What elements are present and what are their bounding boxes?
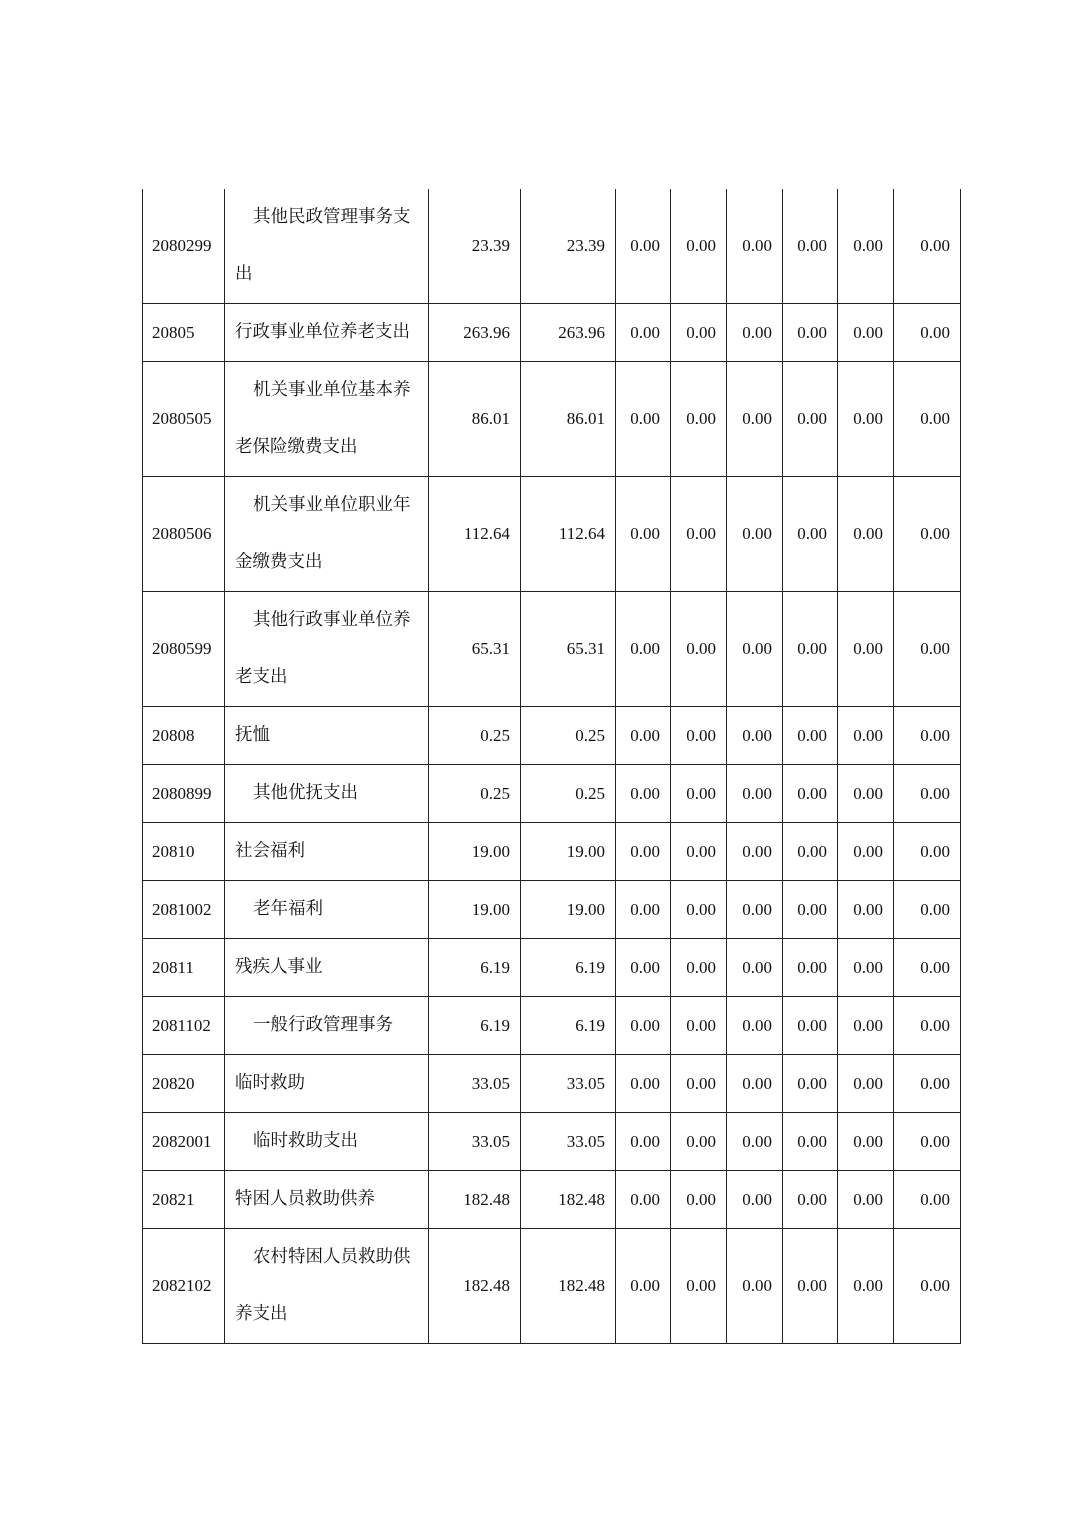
subject-name-line: 抚恤 — [235, 725, 270, 745]
budget-expenditure-table — [142, 189, 961, 1344]
amount-cell: 0.00 — [894, 362, 961, 477]
subject-name-line: 其他行政事业单位养 — [253, 610, 411, 630]
amount-cell: 0.00 — [727, 477, 783, 592]
amount-cell: 19.00 — [429, 881, 521, 939]
subject-code-cell: 2082102 — [143, 1229, 225, 1344]
table-row — [143, 707, 961, 765]
amount-cell: 0.00 — [838, 707, 894, 765]
amount-cell: 0.00 — [671, 304, 727, 362]
amount-cell: 23.39 — [521, 189, 616, 304]
amount-cell: 182.48 — [521, 1171, 616, 1229]
subject-name-line: 出 — [235, 264, 253, 284]
amount-cell: 0.00 — [783, 823, 838, 881]
amount-cell: 0.00 — [894, 823, 961, 881]
subject-code-cell: 2081002 — [143, 881, 225, 939]
subject-code-cell: 20808 — [143, 707, 225, 765]
amount-cell: 0.00 — [783, 362, 838, 477]
amount-cell: 6.19 — [521, 997, 616, 1055]
amount-cell: 0.00 — [671, 592, 727, 707]
amount-cell: 0.00 — [894, 189, 961, 304]
amount-cell: 0.00 — [783, 189, 838, 304]
amount-cell: 0.00 — [783, 1055, 838, 1113]
table-row — [143, 477, 961, 592]
amount-cell: 0.00 — [727, 1229, 783, 1344]
amount-cell: 0.00 — [838, 765, 894, 823]
amount-cell: 33.05 — [521, 1113, 616, 1171]
amount-cell: 0.00 — [671, 477, 727, 592]
table-row — [143, 823, 961, 881]
amount-cell: 6.19 — [429, 997, 521, 1055]
amount-cell: 0.00 — [894, 1171, 961, 1229]
table-row — [143, 997, 961, 1055]
amount-cell: 0.00 — [616, 997, 671, 1055]
amount-cell: 0.00 — [616, 823, 671, 881]
amount-cell: 0.00 — [838, 1055, 894, 1113]
amount-cell: 0.00 — [727, 997, 783, 1055]
amount-cell: 0.25 — [429, 765, 521, 823]
subject-name-cell — [225, 1055, 429, 1113]
amount-cell: 0.25 — [429, 707, 521, 765]
subject-name-line: 机关事业单位基本养 — [253, 380, 411, 400]
table-row — [143, 1229, 961, 1344]
amount-cell: 65.31 — [521, 592, 616, 707]
subject-name-cell — [225, 997, 429, 1055]
subject-name-cell — [225, 881, 429, 939]
subject-name-cell — [225, 304, 429, 362]
amount-cell: 0.00 — [671, 823, 727, 881]
amount-cell: 0.00 — [894, 1055, 961, 1113]
table-row — [143, 765, 961, 823]
subject-name-cell — [225, 362, 429, 477]
subject-name-line: 临时救助支出 — [253, 1131, 358, 1151]
amount-cell: 0.00 — [838, 592, 894, 707]
amount-cell: 0.00 — [727, 939, 783, 997]
amount-cell: 0.00 — [894, 939, 961, 997]
amount-cell: 0.00 — [894, 997, 961, 1055]
amount-cell: 0.00 — [894, 477, 961, 592]
amount-cell: 182.48 — [521, 1229, 616, 1344]
subject-name-line: 老支出 — [235, 667, 288, 687]
subject-name-cell — [225, 1113, 429, 1171]
amount-cell: 0.00 — [894, 765, 961, 823]
amount-cell: 6.19 — [521, 939, 616, 997]
table-row — [143, 881, 961, 939]
amount-cell: 0.00 — [894, 592, 961, 707]
amount-cell: 0.00 — [616, 939, 671, 997]
amount-cell: 0.00 — [671, 1055, 727, 1113]
table-row — [143, 189, 961, 304]
amount-cell: 0.00 — [727, 189, 783, 304]
amount-cell: 0.00 — [783, 1113, 838, 1171]
amount-cell: 0.00 — [616, 477, 671, 592]
amount-cell: 33.05 — [429, 1055, 521, 1113]
amount-cell: 0.00 — [671, 1229, 727, 1344]
amount-cell: 0.00 — [838, 997, 894, 1055]
subject-code-cell: 20820 — [143, 1055, 225, 1113]
subject-name-cell — [225, 189, 429, 304]
subject-name-line: 其他民政管理事务支 — [253, 207, 411, 227]
subject-code-cell: 20805 — [143, 304, 225, 362]
amount-cell: 182.48 — [429, 1171, 521, 1229]
subject-name-line: 养支出 — [235, 1304, 288, 1324]
amount-cell: 33.05 — [521, 1055, 616, 1113]
subject-name-line: 残疾人事业 — [235, 957, 323, 977]
subject-code-cell: 20811 — [143, 939, 225, 997]
amount-cell: 19.00 — [521, 823, 616, 881]
amount-cell: 0.00 — [894, 1229, 961, 1344]
amount-cell: 23.39 — [429, 189, 521, 304]
amount-cell: 0.00 — [838, 881, 894, 939]
amount-cell: 0.00 — [838, 304, 894, 362]
amount-cell: 0.00 — [671, 765, 727, 823]
amount-cell: 0.00 — [783, 707, 838, 765]
subject-name-cell — [225, 939, 429, 997]
subject-code-cell: 2080299 — [143, 189, 225, 304]
amount-cell: 112.64 — [429, 477, 521, 592]
amount-cell: 0.00 — [838, 1113, 894, 1171]
amount-cell: 0.00 — [671, 939, 727, 997]
amount-cell: 0.00 — [783, 881, 838, 939]
amount-cell: 0.00 — [783, 1171, 838, 1229]
amount-cell: 0.00 — [616, 592, 671, 707]
amount-cell: 0.00 — [727, 1113, 783, 1171]
table-row — [143, 362, 961, 477]
amount-cell: 0.00 — [783, 997, 838, 1055]
amount-cell: 0.00 — [894, 1113, 961, 1171]
amount-cell: 0.00 — [783, 304, 838, 362]
subject-code-cell: 20810 — [143, 823, 225, 881]
amount-cell: 0.00 — [671, 362, 727, 477]
amount-cell: 0.00 — [616, 189, 671, 304]
amount-cell: 0.00 — [616, 1055, 671, 1113]
amount-cell: 0.00 — [727, 1055, 783, 1113]
amount-cell: 33.05 — [429, 1113, 521, 1171]
subject-name-line: 老保险缴费支出 — [235, 437, 358, 457]
amount-cell: 0.00 — [616, 765, 671, 823]
subject-name-line: 老年福利 — [253, 899, 323, 919]
subject-name-line: 临时救助 — [235, 1073, 305, 1093]
amount-cell: 0.00 — [727, 362, 783, 477]
amount-cell: 0.00 — [616, 1171, 671, 1229]
amount-cell: 263.96 — [429, 304, 521, 362]
subject-name-line: 特困人员救助供养 — [235, 1189, 375, 1209]
subject-code-cell: 2080599 — [143, 592, 225, 707]
amount-cell: 0.00 — [616, 304, 671, 362]
amount-cell: 0.00 — [838, 477, 894, 592]
amount-cell: 0.00 — [894, 304, 961, 362]
subject-name-cell — [225, 823, 429, 881]
amount-cell: 0.00 — [894, 881, 961, 939]
amount-cell: 0.25 — [521, 765, 616, 823]
amount-cell: 0.00 — [838, 939, 894, 997]
amount-cell: 0.00 — [838, 362, 894, 477]
amount-cell: 0.00 — [671, 189, 727, 304]
amount-cell: 65.31 — [429, 592, 521, 707]
amount-cell: 0.00 — [838, 1171, 894, 1229]
subject-code-cell: 2082001 — [143, 1113, 225, 1171]
subject-name-line: 其他优抚支出 — [253, 783, 358, 803]
subject-name-cell — [225, 765, 429, 823]
amount-cell: 0.00 — [783, 477, 838, 592]
table-row — [143, 939, 961, 997]
table-row — [143, 1171, 961, 1229]
amount-cell: 0.00 — [783, 592, 838, 707]
amount-cell: 0.00 — [616, 1113, 671, 1171]
subject-name-cell — [225, 707, 429, 765]
amount-cell: 182.48 — [429, 1229, 521, 1344]
amount-cell: 86.01 — [521, 362, 616, 477]
subject-code-cell: 20821 — [143, 1171, 225, 1229]
amount-cell: 0.00 — [783, 939, 838, 997]
subject-code-cell: 2080506 — [143, 477, 225, 592]
amount-cell: 0.00 — [783, 1229, 838, 1344]
amount-cell: 19.00 — [429, 823, 521, 881]
subject-name-line: 一般行政管理事务 — [253, 1015, 393, 1035]
table-row — [143, 304, 961, 362]
subject-name-cell — [225, 1229, 429, 1344]
amount-cell: 263.96 — [521, 304, 616, 362]
table-body — [143, 189, 961, 1344]
subject-name-line: 行政事业单位养老支出 — [235, 322, 410, 342]
amount-cell: 112.64 — [521, 477, 616, 592]
subject-code-cell: 2080505 — [143, 362, 225, 477]
amount-cell: 0.00 — [671, 997, 727, 1055]
amount-cell: 0.00 — [838, 189, 894, 304]
subject-name-line: 社会福利 — [235, 841, 305, 861]
amount-cell: 0.00 — [727, 707, 783, 765]
table-row — [143, 1113, 961, 1171]
amount-cell: 0.00 — [727, 881, 783, 939]
subject-name-line: 金缴费支出 — [235, 552, 323, 572]
amount-cell: 6.19 — [429, 939, 521, 997]
amount-cell: 0.00 — [727, 592, 783, 707]
subject-name-line: 农村特困人员救助供 — [253, 1247, 411, 1267]
amount-cell: 0.00 — [616, 707, 671, 765]
amount-cell: 0.00 — [894, 707, 961, 765]
amount-cell: 0.00 — [671, 881, 727, 939]
amount-cell: 0.00 — [616, 881, 671, 939]
table-row — [143, 592, 961, 707]
subject-name-cell — [225, 477, 429, 592]
amount-cell: 0.00 — [671, 1171, 727, 1229]
subject-code-cell: 2081102 — [143, 997, 225, 1055]
subject-name-line: 机关事业单位职业年 — [253, 495, 411, 515]
amount-cell: 19.00 — [521, 881, 616, 939]
table-row — [143, 1055, 961, 1113]
subject-code-cell: 2080899 — [143, 765, 225, 823]
amount-cell: 0.00 — [671, 707, 727, 765]
amount-cell: 0.00 — [727, 823, 783, 881]
amount-cell: 0.00 — [671, 1113, 727, 1171]
amount-cell: 0.00 — [616, 362, 671, 477]
amount-cell: 0.25 — [521, 707, 616, 765]
amount-cell: 0.00 — [727, 765, 783, 823]
amount-cell: 0.00 — [616, 1229, 671, 1344]
amount-cell: 0.00 — [727, 304, 783, 362]
amount-cell: 0.00 — [838, 1229, 894, 1344]
subject-name-cell — [225, 1171, 429, 1229]
amount-cell: 0.00 — [727, 1171, 783, 1229]
amount-cell: 86.01 — [429, 362, 521, 477]
amount-cell: 0.00 — [783, 765, 838, 823]
amount-cell: 0.00 — [838, 823, 894, 881]
subject-name-cell — [225, 592, 429, 707]
